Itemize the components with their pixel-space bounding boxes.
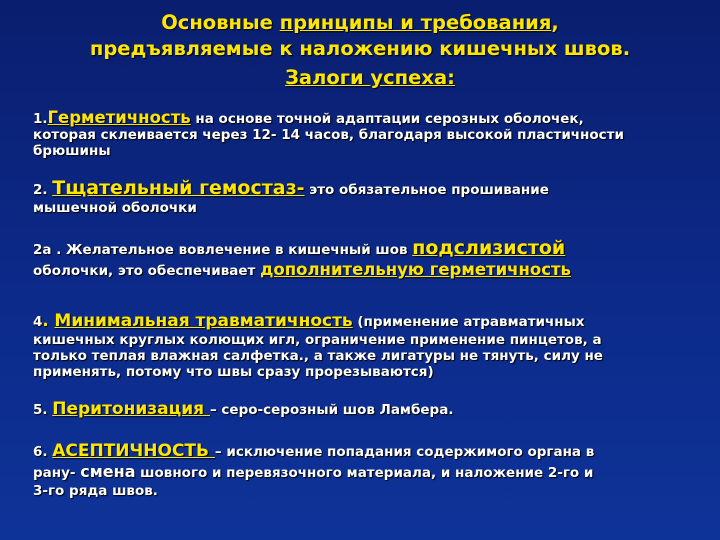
item-5-text: – серо-серозный шов Ламбера.: [209, 402, 454, 418]
item-5-term: Перитонизация: [52, 399, 210, 419]
item-4-line-4: применять, потому что швы сразу прорезываются): [33, 364, 434, 380]
item-2a-text: 2а . Желательное вовлечение в кишечный шов: [33, 242, 413, 258]
item-1-line-3: брюшины: [33, 143, 111, 159]
title-prefix: Основные: [161, 11, 280, 34]
item-1-text: на основе точной адаптации серозных оболочек,: [190, 111, 584, 127]
item-2a-term: подслизистой: [412, 237, 566, 259]
item-2a-line-1: [33, 238, 720, 260]
item-2a-term-2: дополнительную герметичность: [260, 260, 571, 279]
item-1-term: Герметичность: [47, 108, 191, 127]
item-1-number: 1.: [33, 111, 48, 127]
item-4-term: Минимальная травматичность: [54, 311, 353, 331]
item-1-line-1: [33, 110, 720, 127]
item-1-line-2: которая склеивается через 12- 14 часов, благодаря высокой пластичности: [33, 127, 624, 143]
slide-subtitle: Залоги успеха:: [285, 66, 455, 89]
item-4-line-2: кишечных круглых колющих игл, ограничение применение пинцетов, а: [33, 332, 602, 348]
item-6-text: – исключение попадания содержимого органа в: [214, 444, 595, 460]
item-5-number: 5.: [33, 402, 53, 418]
principle-item-5: [33, 399, 720, 420]
item-6-term: АСЕПТИЧНОСТЬ: [52, 441, 215, 461]
title-suffix: ,: [551, 11, 559, 34]
item-4-text: (применение атравматичных: [352, 314, 585, 330]
item-4-number: 4: [33, 314, 43, 330]
item-6-emphasis: смена: [80, 462, 136, 481]
item-2-number: 2.: [33, 182, 53, 198]
item-5-line-1: [33, 399, 720, 420]
item-2a-line-2: [33, 260, 720, 281]
item-2-line-1: [33, 178, 720, 200]
principle-item-4: [33, 311, 720, 380]
item-6-number: 6.: [33, 444, 53, 460]
title-line2: предъявляемые к наложению кишечных швов.: [89, 37, 631, 60]
item-4-line-3: только теплая влажная салфетка., а также лигатуры не тянуть, силу не: [33, 348, 603, 364]
item-2a-text-2: оболочки, это обеспечивает: [33, 263, 261, 279]
item-6-line-1: [33, 441, 720, 462]
title-highlight: принципы и требования: [279, 11, 552, 34]
principle-item-2a: [33, 238, 720, 281]
item-6-line-2: [33, 462, 720, 483]
principle-item-6: [33, 441, 720, 499]
principle-item-2: [33, 178, 720, 216]
item-2-line-2: мышечной оболочки: [33, 200, 197, 216]
slide-title: [0, 10, 720, 62]
item-6-line-3: 3-го ряда швов.: [33, 483, 158, 499]
item-6-text-prefix: рану-: [33, 465, 81, 481]
item-2-text: это обязательное прошивание: [304, 182, 549, 198]
principle-item-1: [33, 110, 720, 159]
item-4-line-1: [33, 311, 720, 332]
item-2-term: Тщательный гемостаз-: [52, 177, 305, 199]
item-6-text-rest: шовного и перевязочного материала, и наложение 2-го и: [135, 465, 594, 481]
item-4-dot: .: [42, 311, 55, 330]
